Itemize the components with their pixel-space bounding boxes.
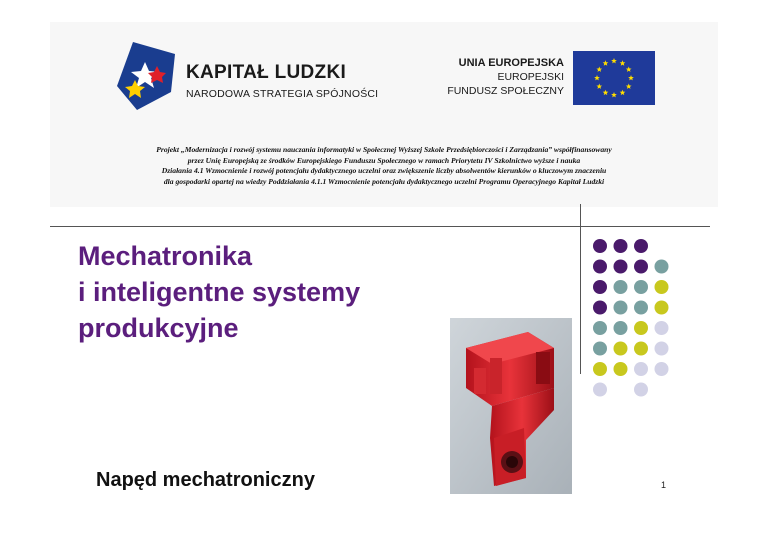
decor-dot-purple — [593, 260, 607, 274]
project-line: Działania 4.1 Wzmocnienie i rozwój potencjału dydaktycznego uczelni oraz zwiększenie liczby absolwentów kierunków o kluczowym znaczeniu — [161, 166, 607, 176]
title-line: Mechatronika — [78, 241, 253, 271]
eu-line-3: FUNDUSZ SPOŁECZNY — [447, 85, 564, 97]
decor-dot-purple — [614, 260, 628, 274]
decor-dot-purple — [614, 239, 628, 253]
decor-dot-purple — [593, 301, 607, 315]
decor-dot-teal — [634, 280, 648, 294]
decor-dot-teal — [614, 280, 628, 294]
decor-dot-lavender — [634, 362, 648, 376]
page-number: 1 — [661, 480, 667, 490]
divider-vertical — [580, 204, 581, 374]
decor-dot-lime — [614, 362, 628, 376]
decor-dot-lavender — [655, 321, 669, 335]
decor-dot-lime — [614, 342, 628, 356]
decor-dot-purple — [593, 239, 607, 253]
decor-dot-lavender — [655, 342, 669, 356]
project-line: przez Unię Europejską ze środków Europejskiego Funduszu Społecznego w ramach Priorytetu IV Szkolnictwo wyższe i nauka — [187, 155, 581, 165]
eu-flag-icon — [573, 51, 655, 105]
decor-dot-teal — [593, 321, 607, 335]
decor-dot-teal — [614, 321, 628, 335]
project-line: Projekt „Modernizacja i rozwój systemu nauczania informatyki w Społecznej Wyższej Szkole Przedsiębiorczości i Zarządzania” współfinansowany — [156, 145, 612, 154]
eu-label — [447, 56, 564, 98]
decor-dot-purple — [634, 260, 648, 274]
decor-dot-purple — [634, 239, 648, 253]
decor-dot-lime — [593, 362, 607, 376]
decor-dot-lime — [655, 280, 669, 294]
divider-horizontal — [50, 226, 710, 227]
decor-dot-teal — [614, 301, 628, 315]
decor-dot-lime — [634, 321, 648, 335]
title-line: produkcyjne — [78, 313, 239, 343]
eu-line-1: UNIA EUROPEJSKA — [458, 57, 564, 69]
decor-dot-purple — [593, 280, 607, 294]
eu-line-2: EUROPEJSKI — [497, 71, 564, 83]
logo-title: KAPITAŁ LUDZKI — [186, 62, 347, 83]
project-description — [116, 145, 652, 187]
kapital-ludzki-logo-icon — [115, 40, 177, 112]
project-line: dla gospodarki opartej na wiedzy Poddziałania 4.1.1 Wzmocnienie potencjału dydaktycznego uczelni Programu Operacyjnego Kapitał Ludzki — [163, 176, 605, 186]
decor-dot-teal — [655, 260, 669, 274]
title-line: i inteligentne systemy — [78, 277, 361, 307]
decor-dot-lavender — [593, 383, 607, 397]
decor-dot-lime — [655, 301, 669, 315]
motor-product-image — [450, 318, 572, 494]
decor-dot-teal — [593, 342, 607, 356]
decor-dot-teal — [634, 301, 648, 315]
logo-subtitle: NARODOWA STRATEGIA SPÓJNOŚCI — [186, 88, 379, 100]
decor-dot-lavender — [634, 383, 648, 397]
slide-title — [78, 238, 360, 346]
decor-dot-lavender — [655, 362, 669, 376]
decor-dot-lime — [634, 342, 648, 356]
slide-subtitle: Napęd mechatroniczny — [96, 469, 315, 491]
